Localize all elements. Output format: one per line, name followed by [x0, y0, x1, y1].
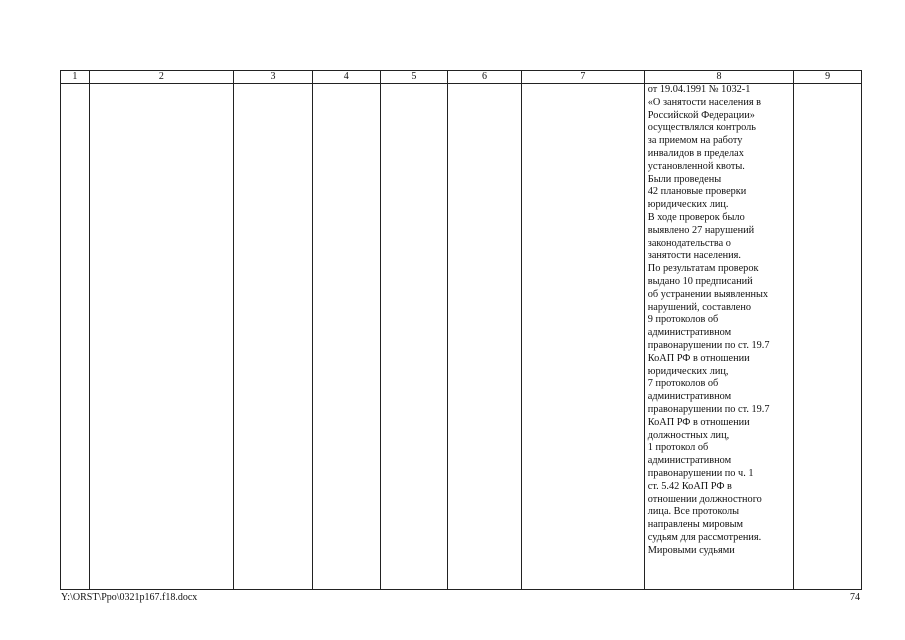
cell-col-1: [61, 84, 90, 590]
text-line: об устранении выявленных: [647, 288, 769, 300]
text-line: за приемом на работу: [647, 135, 743, 147]
text-line: правонарушении по ч. 1: [647, 467, 754, 479]
text-line: юридических лиц,: [647, 365, 729, 377]
text-line: от 19.04.1991 № 1032-1: [647, 84, 751, 95]
cell-col-3: [234, 84, 313, 590]
text-line: По результатам проверок: [647, 263, 759, 275]
column-header-5: 5: [380, 71, 448, 84]
text-line: правонарушении по ст. 19.7: [647, 339, 770, 351]
text-line: нарушений, составлено: [647, 301, 752, 313]
column-header-3: 3: [234, 71, 313, 84]
text-line: инвалидов в пределах: [647, 147, 744, 159]
column-header-7: 7: [521, 71, 644, 84]
text-line: законодательства о: [647, 237, 731, 249]
text-line: юридических лиц.: [647, 199, 729, 211]
document-table: [60, 70, 862, 590]
text-line: судьям для рассмотрения.: [647, 531, 762, 543]
cell-col-8-text: [644, 84, 794, 590]
text-line: административном: [647, 327, 732, 339]
column-header-8: 8: [644, 71, 794, 84]
text-line: административном: [647, 391, 732, 403]
text-line: административном: [647, 455, 732, 467]
footer-file-path: Y:\ORST\Ppo\0321p167.f18.docx: [61, 592, 198, 603]
text-line: направлены мировым: [647, 519, 744, 531]
text-line: правонарушении по ст. 19.7: [647, 403, 770, 415]
cell-col-6: [448, 84, 522, 590]
text-line: Российской Федерации»: [647, 109, 755, 121]
text-line: должностных лиц,: [647, 429, 730, 441]
text-line: КоАП РФ в отношении: [647, 416, 750, 428]
column-header-1: 1: [61, 71, 90, 84]
cell-col-5: [380, 84, 448, 590]
text-line: Мировыми судьями: [647, 544, 735, 556]
text-line: 9 протоколов об: [647, 314, 719, 326]
table-row: [61, 84, 862, 590]
cell-col-9: [794, 84, 862, 590]
text-line: КоАП РФ в отношении: [647, 352, 750, 364]
cell-col-7: [521, 84, 644, 590]
text-line: выявлено 27 нарушений: [647, 224, 755, 236]
footer-page-number: 74: [850, 592, 860, 603]
text-line: лица. Все протоколы: [647, 506, 740, 518]
text-line: В ходе проверок было: [647, 211, 745, 223]
text-line: «О занятости населения в: [647, 96, 761, 108]
text-line: 1 протокол об: [647, 442, 709, 454]
column-header-6: 6: [448, 71, 522, 84]
text-line: занятости населения.: [647, 250, 741, 262]
cell-col-4: [312, 84, 380, 590]
text-line: выдано 10 предписаний: [647, 275, 753, 287]
text-line: осуществлялся контроль: [647, 122, 756, 134]
table-header-row: [61, 71, 862, 84]
text-line: установленной квоты.: [647, 160, 745, 172]
text-line: отношении должностного: [647, 493, 762, 505]
column-header-9: 9: [794, 71, 862, 84]
cell-col-2: [89, 84, 233, 590]
text-line: Были проведены: [647, 173, 722, 185]
text-line: 42 плановые проверки: [647, 186, 747, 198]
text-line: ст. 5.42 КоАП РФ в: [647, 480, 732, 492]
column-header-2: 2: [89, 71, 233, 84]
column-header-4: 4: [312, 71, 380, 84]
text-line: 7 протоколов об: [647, 378, 719, 390]
